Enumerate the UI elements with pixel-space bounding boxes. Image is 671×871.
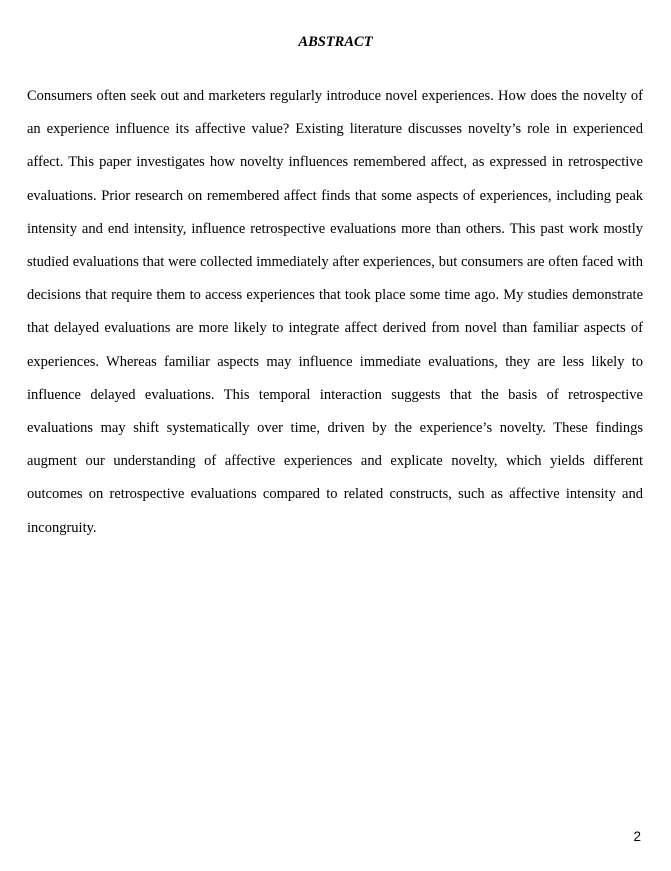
abstract-line: studied evaluations that were collected immediately after experiences, but consumers are often faced with xyxy=(27,254,643,271)
abstract-line: influence delayed evaluations. This temporal interaction suggests that the basis of retrospective xyxy=(27,386,643,403)
abstract-line: outcomes on retrospective evaluations compared to related constructs, such as affective intensity and xyxy=(27,486,643,503)
abstract-line: Consumers often seek out and marketers regularly introduce novel experiences. How does the novelty of xyxy=(27,88,643,104)
abstract-line: experiences. Whereas familiar aspects may influence immediate evaluations, they are less likely to xyxy=(27,353,643,370)
abstract-line: intensity and end intensity, influence retrospective evaluations more than others. This past work mostly xyxy=(27,220,643,237)
abstract-line: incongruity. xyxy=(27,519,97,536)
abstract-line: evaluations. Prior research on remembered affect finds that some aspects of experiences, including peak xyxy=(27,187,643,204)
abstract-line: decisions that require them to access experiences that took place some time ago. My studies demonstrate xyxy=(27,287,643,304)
abstract-line: an experience influence its affective value? Existing literature discusses novelty’s role in experienced xyxy=(27,121,643,138)
page-number: 2 xyxy=(633,829,641,844)
abstract-line: evaluations may shift systematically over time, driven by the experience’s novelty. These findings xyxy=(27,420,643,437)
abstract-line: augment our understanding of affective experiences and explicate novelty, which yields different xyxy=(27,453,643,470)
abstract-body xyxy=(27,80,643,545)
abstract-line: affect. This paper investigates how novelty influences remembered affect, as expressed in retrospective xyxy=(27,154,643,171)
abstract-heading: ABSTRACT xyxy=(298,34,373,50)
abstract-line: that delayed evaluations are more likely to integrate affect derived from novel than familiar aspects of xyxy=(27,320,643,337)
